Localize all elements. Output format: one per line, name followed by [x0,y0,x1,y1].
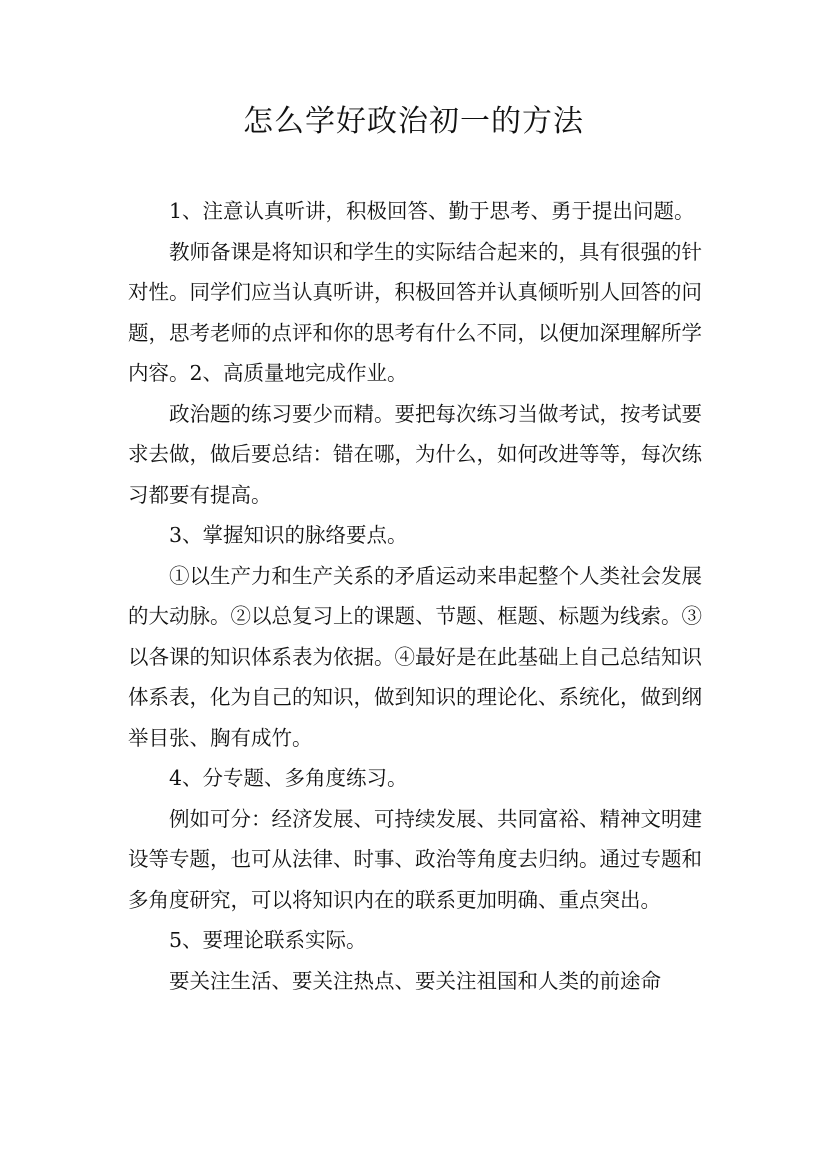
paragraph-3: 政治题的练习要少而精。要把每次练习当做考试，按考试要求去做，做后要总结：错在哪，为什么，如何改进等等，每次练习都要有提高。 [128,401,702,507]
document-body [128,191,702,1001]
document-title: 怎么学好政治初一的方法 [243,104,584,139]
paragraph-7: 例如可分：经济发展、可持续发展、共同富裕、精神文明建设等专题，也可从法律、时事、政治等角度去归纳。通过专题和多角度研究，可以将知识内在的联系更加明确、重点突出。 [128,806,702,912]
paragraph-4: 3、掌握知识的脉络要点。 [169,523,408,547]
paragraph-8: 5、要理论联系实际。 [169,928,367,952]
paragraph-6: 4、分专题、多角度练习。 [169,766,408,790]
paragraph-9: 要关注生活、要关注热点、要关注祖国和人类的前途命 [169,968,661,993]
paragraph-1: 1、注意认真听讲，积极回答、勤于思考、勇于提出问题。 [169,199,695,223]
paragraph-2: 教师备课是将知识和学生的实际结合起来的，具有很强的针对性。同学们应当认真听讲，积极回答并认真倾听别人回答的问题，思考老师的点评和你的思考有什么不同，以便加深理解所学内容。2、高质量地完成作业。 [128,239,702,385]
paragraph-5: ①以生产力和生产关系的矛盾运动来串起整个人类社会发展的大动脉。②以总复习上的课题、节题、框题、标题为线索。③以各课的知识体系表为依据。④最好是在此基础上自己总结知识体系表，化为自己的知识，做到知识的理论化、系统化，做到纲举目张、胸有成竹。 [128,563,702,750]
